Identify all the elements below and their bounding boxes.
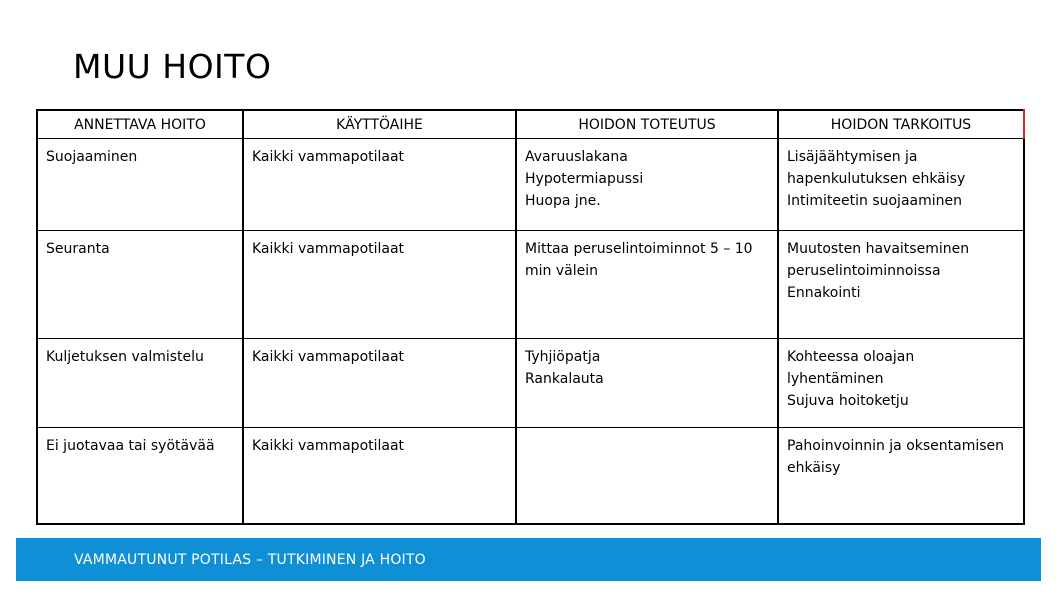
cell-implementation: Avaruuslakana Hypotermiapussi Huopa jne.: [516, 139, 778, 231]
cell-purpose: Kohteessa oloajan lyhentäminen Sujuva hoitoketju: [778, 339, 1024, 428]
cell-purpose: Pahoinvoinnin ja oksentamisen ehkäisy: [778, 428, 1024, 525]
table-row: [37, 231, 1024, 339]
footer-text: VAMMAUTUNUT POTILAS – TUTKIMINEN JA HOITO: [74, 552, 426, 568]
cell-treatment: Kuljetuksen valmistelu: [37, 339, 243, 428]
header-implementation: HOIDON TOTEUTUS: [516, 110, 778, 139]
cell-treatment: Seuranta: [37, 231, 243, 339]
cell-indication: Kaikki vammapotilaat: [243, 139, 516, 231]
header-indication: KÄYTTÖAIHE: [243, 110, 516, 139]
table-row: [37, 428, 1024, 525]
footer-bar: [16, 538, 1041, 581]
cell-implementation: Mittaa peruselintoiminnot 5 – 10 min välein: [516, 231, 778, 339]
header-purpose: HOIDON TARKOITUS: [778, 110, 1024, 139]
cell-purpose: Lisäjäähtymisen ja hapenkulutuksen ehkäisy Intimiteetin suojaaminen: [778, 139, 1024, 231]
cell-indication: Kaikki vammapotilaat: [243, 339, 516, 428]
cell-indication: Kaikki vammapotilaat: [243, 428, 516, 525]
cell-treatment: Ei juotavaa tai syötävää: [37, 428, 243, 525]
cell-implementation: [516, 428, 778, 525]
cell-implementation: Tyhjiöpatja Rankalauta: [516, 339, 778, 428]
cell-treatment: Suojaaminen: [37, 139, 243, 231]
care-table: [36, 109, 1025, 525]
cell-indication: Kaikki vammapotilaat: [243, 231, 516, 339]
table-row: [37, 339, 1024, 428]
table-row: [37, 139, 1024, 231]
slide-title: MUU HOITO: [73, 47, 272, 86]
header-treatment: ANNETTAVA HOITO: [37, 110, 243, 139]
header-row: [37, 110, 1024, 139]
cell-purpose: Muutosten havaitseminen peruselintoiminnoissa Ennakointi: [778, 231, 1024, 339]
